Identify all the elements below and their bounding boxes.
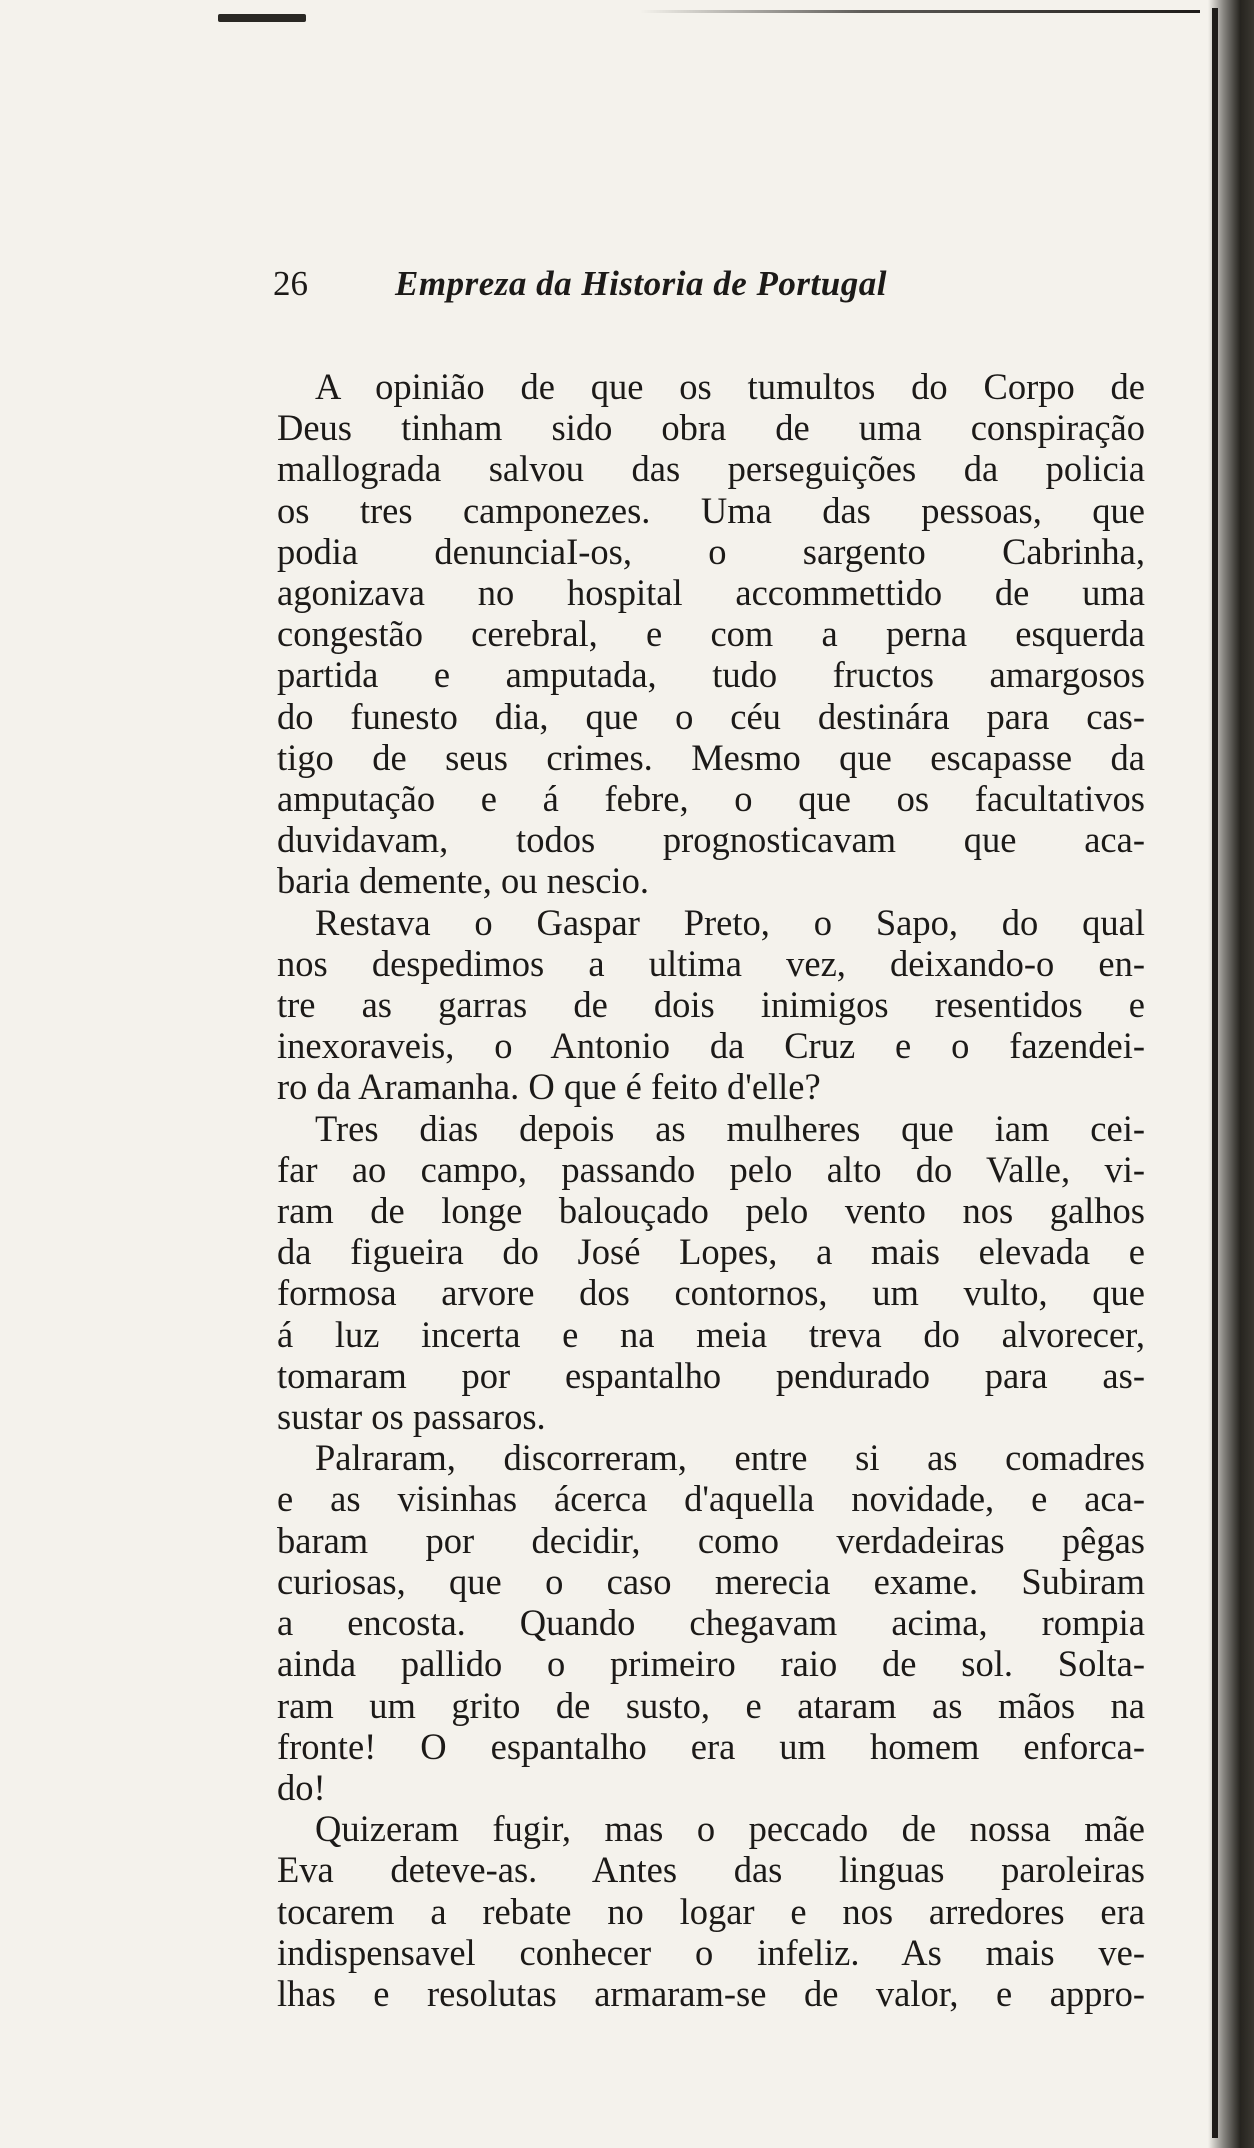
paragraph (277, 366, 1145, 902)
text-line: congestão cerebral, e com a perna esquerda (277, 613, 1145, 655)
running-title: Empreza da Historia de Portugal (395, 264, 887, 303)
paragraph (277, 1108, 1145, 1438)
text-line: tigo de seus crimes. Mesmo que escapasse da (277, 736, 1145, 778)
text-line: indispensavel conhecer o infeliz. As mais ve- (277, 1931, 1145, 1973)
text-line: do! (277, 1766, 326, 1808)
text-line: curiosas, que o caso merecia exame. Subiram (277, 1560, 1145, 1602)
text-line: partida e amputada, tudo fructos amargosos (277, 654, 1145, 696)
scan-mark (218, 14, 306, 22)
text-line: Restava o Gaspar Preto, o Sapo, do qual (315, 901, 1145, 943)
text-line: sustar os passaros. (277, 1396, 546, 1438)
text-line: ro da Aramanha. O que é feito d'elle? (277, 1066, 821, 1108)
text-line: mallograda salvou das perseguições da policia (277, 448, 1145, 490)
text-line: inexoraveis, o Antonio da Cruz e o fazendei- (277, 1025, 1145, 1067)
text-line: Quizeram fugir, mas o peccado de nossa mãe (315, 1808, 1145, 1850)
text-line: fronte! O espantalho era um homem enforca- (277, 1725, 1145, 1767)
text-line: a encosta. Quando chegavam acima, rompia (277, 1602, 1145, 1644)
text-line: Palraram, discorreram, entre si as comadres (315, 1437, 1145, 1479)
text-line: formosa arvore dos contornos, um vulto, que (277, 1272, 1145, 1314)
text-line: tre as garras de dois inimigos resentidos e (277, 984, 1145, 1026)
paragraph (277, 1437, 1145, 1808)
text-line: ram de longe balouçado pelo vento nos galhos (277, 1190, 1145, 1232)
body-text (277, 366, 1145, 2014)
paragraph (277, 1808, 1145, 2014)
text-line: e as visinhas ácerca d'aquella novidade, e aca- (277, 1478, 1145, 1520)
text-line: Deus tinham sido obra de uma conspiração (277, 407, 1145, 449)
text-line: nos despedimos a ultima vez, deixando-o en- (277, 942, 1145, 984)
text-line: A opinião de que os tumultos do Corpo de (315, 366, 1145, 407)
text-line: ainda pallido o primeiro raio de sol. Solta- (277, 1643, 1145, 1685)
text-line: da figueira do José Lopes, a mais elevada e (277, 1231, 1145, 1273)
text-line: agonizava no hospital accommettido de uma (277, 572, 1145, 614)
text-line: amputação e á febre, o que os facultativos (277, 778, 1145, 820)
text-line: Tres dias depois as mulheres que iam cei- (315, 1107, 1145, 1149)
text-line: do funesto dia, que o céu destinára para cas- (277, 695, 1145, 737)
text-line: baram por decidir, como verdadeiras pêgas (277, 1519, 1145, 1561)
text-line: os tres camponezes. Uma das pessoas, que (277, 489, 1145, 531)
text-line: á luz incerta e na meia treva do alvorecer, (277, 1313, 1145, 1355)
text-line: duvidavam, todos prognosticavam que aca- (277, 819, 1145, 861)
scan-top-edge (640, 10, 1200, 13)
text-line: Eva deteve-as. Antes das linguas paroleiras (277, 1849, 1145, 1891)
text-line: tomaram por espantalho pendurado para as- (277, 1354, 1145, 1396)
text-line: baria demente, ou nescio. (277, 860, 649, 902)
text-line: far ao campo, passando pelo alto do Valle, vi- (277, 1148, 1145, 1190)
text-line: ram um grito de susto, e ataram as mãos na (277, 1684, 1145, 1726)
text-line: podia denunciaI-os, o sargento Cabrinha, (277, 530, 1145, 572)
scan-right-edge-line (1212, 8, 1218, 2138)
text-line: tocarem a rebate no logar e nos arredores era (277, 1890, 1145, 1932)
text-line: lhas e resolutas armaram-se de valor, e appro- (277, 1972, 1145, 2014)
running-head (273, 258, 1033, 310)
page-number: 26 (273, 264, 308, 303)
paragraph (277, 902, 1145, 1108)
